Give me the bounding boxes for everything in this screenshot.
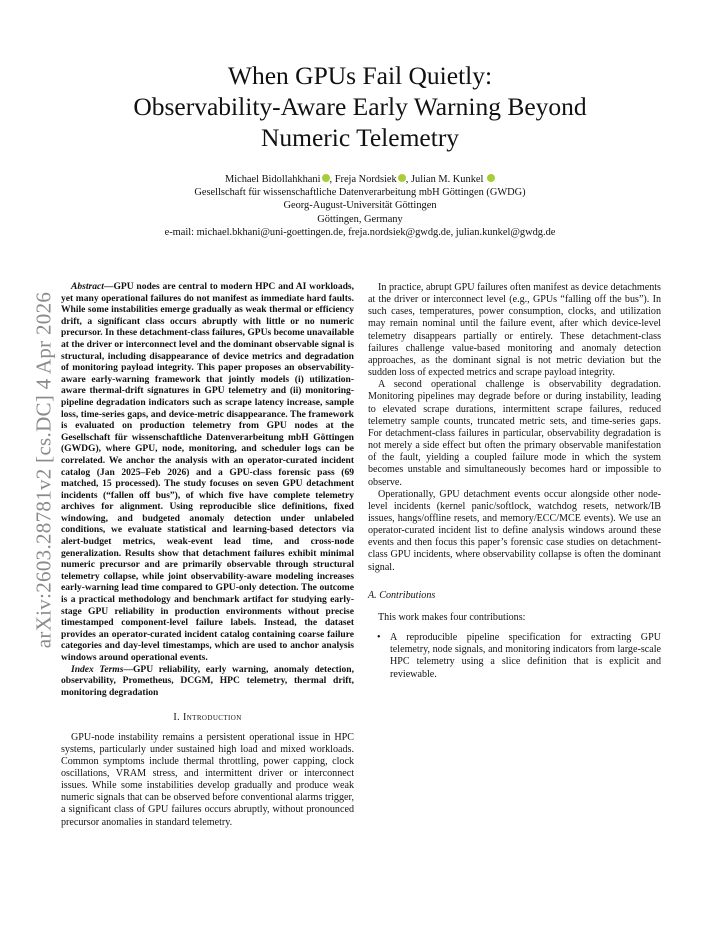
bullet-icon: • <box>377 632 381 644</box>
orcid-icon[interactable] <box>322 174 330 182</box>
contributions-list <box>368 632 661 681</box>
abstract <box>61 281 354 664</box>
contributions-intro: This work makes four contributions: <box>378 611 526 623</box>
list-item <box>377 632 661 681</box>
author-block <box>60 173 660 239</box>
abstract-label: Abstract <box>71 281 104 292</box>
author-emails: e-mail: michael.bkhani@uni-goettingen.de, freja.nordsiek@gwdg.de, julian.kunkel@gwdg.de <box>164 226 556 238</box>
paper-title <box>60 60 660 153</box>
right-column <box>368 282 661 681</box>
title-line: Numeric Telemetry <box>260 123 460 152</box>
affiliation: Georg-August-Universität Göttingen <box>283 200 437 212</box>
author-name: Freja Nordsiek <box>334 174 397 185</box>
index-terms-label: Index Terms <box>71 663 124 675</box>
left-column <box>61 281 354 829</box>
title-line: Observability-Aware Early Warning Beyond <box>133 92 587 121</box>
index-terms-text: —GPU reliability, early warning, anomaly detection, observability, Prometheus, DCGM, HPC telemetry, thermal drift, monitoring degradation <box>61 663 354 698</box>
title-line: When GPUs Fail Quietly: <box>227 61 493 90</box>
intro-paragraph-1: GPU-node instability remains a persistent operational issue in HPC systems, particularly under sustained high load and mixed workloads. Common symptoms include thermal throttling, power capping, clock oscillations, VRAM stress, and intermittent driver or interconnect issues. While some instabilities develop gradually and produce weak numeric signals that can be observed before conventional alarms trigger, a significant class of GPU failures occurs abruptly, without pronounced precursor anomalies in standard telemetry. <box>61 731 354 828</box>
affiliation: Göttingen, Germany <box>317 213 403 225</box>
intro-paragraph-4: Operationally, GPU detachment events occur alongside other node-level incidents (kernel panic/softlock, watchdog resets, network/IB issues, hangs/offline resets, and memory/ECC/MCE events). We use an operator-curated incident list to define analysis windows around these events and then focus this paper’s forensic case studies on detachment-class GPU incidents, where observability collapse is often the dominant signal. <box>368 488 661 573</box>
author-name: Michael Bidollahkhani <box>224 174 321 185</box>
section-heading <box>61 712 354 724</box>
section-title: Introduction <box>182 712 242 724</box>
contribution-text: A reproducible pipeline specification for extracting GPU telemetry, node signals, and monitoring indicators from large-scale HPC telemetry using a slice definition that is explicit and reviewable. <box>390 632 661 680</box>
author-name: Julian M. Kunkel <box>410 174 484 185</box>
arxiv-identifier: arXiv:2603.28781v2 [cs.DC] 4 Apr 2026 <box>31 291 56 649</box>
section-number: I. <box>173 712 181 724</box>
abstract-text: —GPU nodes are central to modern HPC and AI workloads, yet many operational failures do not manifest as immediate hard faults. While some instabilities emerge gradually as weak thermal or efficiency drift, a significant class occurs abruptly with little or no numeric precursor. In these detachment-class failures, GPUs become unavailable at the driver or interconnect level and the dominant observable signal is structural, including disappearance of device metrics and degradation of monitoring payload integrity. This paper proposes an observability-aware early-warning framework that jointly models (i) utilization-aware thermal-drift signatures in GPU telemetry and (ii) monitoring-pipeline degradation indicators such as scrape latency increase, sample loss, time-series gaps, and device-metric disappearance. The framework is evaluated on production telemetry from GPU nodes at the Gesellschaft für wissenschaftliche Datenverarbeitung mbH Göttingen (GWDG), where GPU, node, monitoring, and scheduler logs can be correlated. We anchor the analysis with an operator-curated incident catalog (Jan 2025–Feb 2026) and a GPU-class forensic pass (69 matched, 15 processed). The study focuses on seven GPU detachment incidents (“fallen off bus”), of which five have complete telemetry archives for alignment. Using reproducible slice definitions, fixed windowing, and budgeted anomaly detection under unlabeled conditions, we evaluate statistical and learning-based detectors via alert-budget metrics, weak-event lead time, and cross-node generalization. Results show that detachment failures exhibit minimal numeric precursor and are primarily observable through structural telemetry collapse, while joint observability-aware modeling increases early-warning lead time compared to GPU-only detection. The outcome is a practical methodology and benchmark artifact for studying early-stage GPU reliability in production environments without precise timestamped component-level failure labels. Instead, the dataset provides an operator-curated incident catalog containing coarse failure categories and day-level timestamps, which are used to anchor analysis windows around operational events. <box>61 281 354 663</box>
intro-paragraph-3: A second operational challenge is observability degradation. Monitoring pipelines may degrade before or during instability, leading to elevated scrape durations, intermittent scrape failures, reduced telemetry sample counts, truncated metric sets, and time-series gaps. For detachment-class failures in particular, observability degradation is not merely a side effect but often the primary observable manifestation of the fault, yielding a coupled failure mode in which the system becomes unstable and simultaneously becomes hard or impossible to observe. <box>368 379 661 488</box>
author-names: Michael Bidollahkhani , Freja Nordsiek , Julian M. Kunkel <box>60 173 660 186</box>
affiliation: Gesellschaft für wissenschaftliche Datenverarbeitung mbH Göttingen (GWDG) <box>194 187 526 199</box>
orcid-icon[interactable] <box>398 174 406 182</box>
subsection-heading: A. Contributions <box>368 589 436 601</box>
intro-paragraph-2: In practice, abrupt GPU failures often manifest as device detachments at the driver or interconnect level (e.g., GPUs “falling off the bus”). In such cases, temperatures, power consumption, clocks, and utilization may remain nominal until the failure event, after which device-level telemetry disappears partially or entirely. These detachment-class failures challenge value-based monitoring and anomaly detection approaches, as the dominant signal is not metric deviation but the sudden loss of expected metrics and scrape payload integrity. <box>368 282 661 379</box>
orcid-icon[interactable] <box>487 174 495 182</box>
index-terms <box>61 664 354 699</box>
